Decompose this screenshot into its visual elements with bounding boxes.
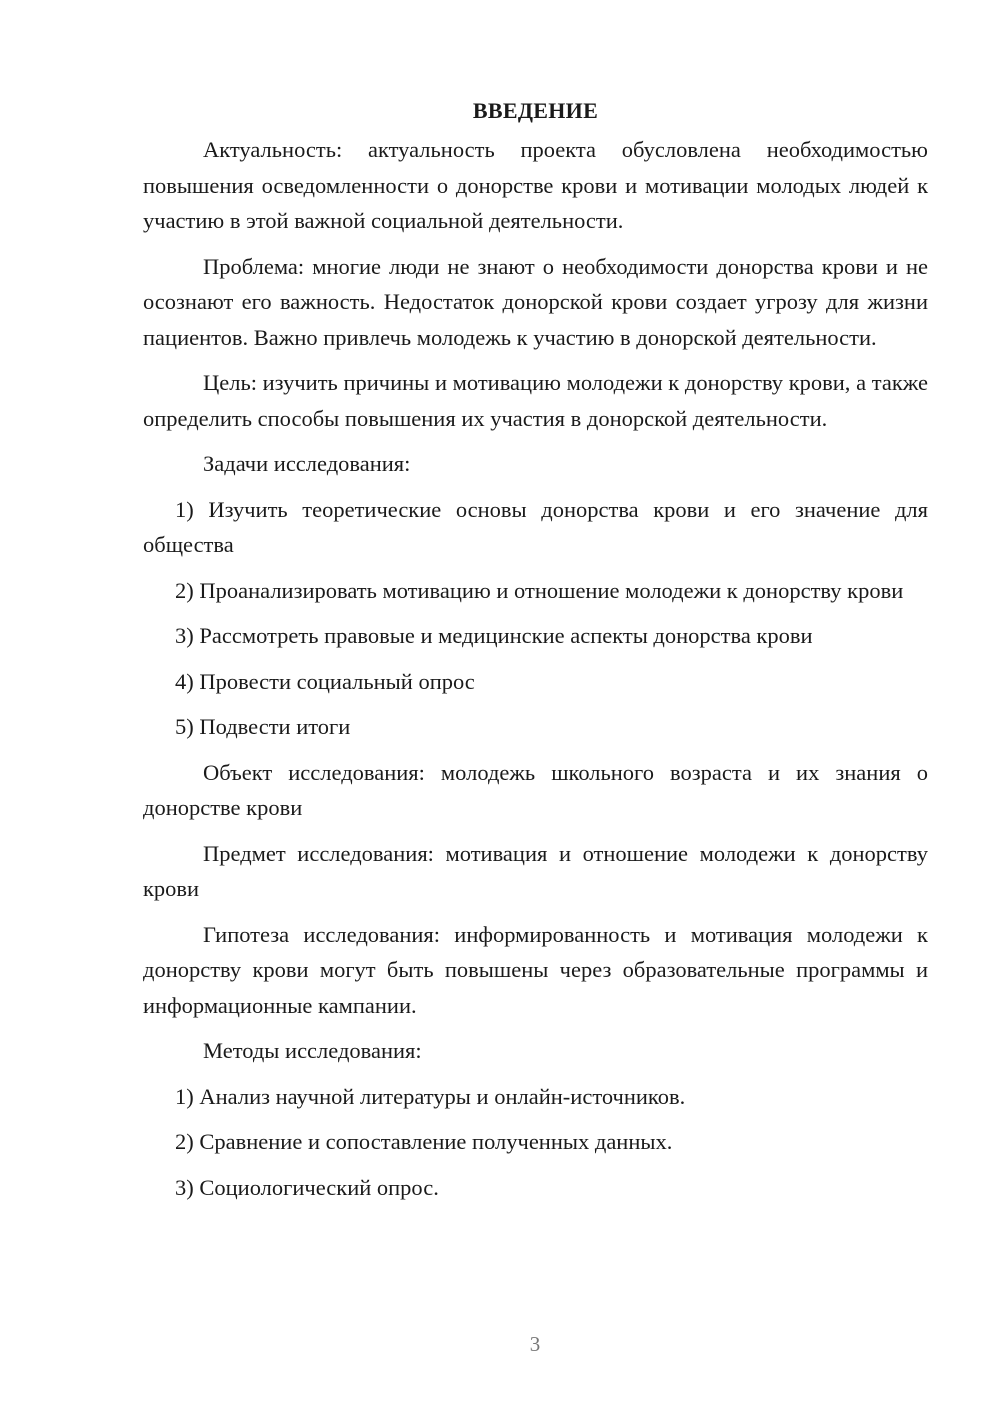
tasks-heading: Задачи исследования: [203, 451, 411, 476]
task-item: 5) Подвести итоги [175, 714, 351, 739]
object-paragraph: Объект исследования: молодежь школьного возраста и их знания о донорстве крови [143, 759, 928, 820]
methods-heading: Методы исследования: [203, 1038, 422, 1063]
document-page [143, 96, 928, 1215]
goal-paragraph: Цель: изучить причины и мотивацию молодежи к донорству крови, а также определить способы повышения их участия в донорской деятельности. [143, 370, 928, 431]
method-item: 2) Сравнение и сопоставление полученных данных. [175, 1129, 673, 1154]
task-item: 3) Рассмотреть правовые и медицинские аспекты донорства крови [175, 623, 813, 648]
method-item: 3) Социологический опрос. [175, 1174, 439, 1200]
method-item: 1) Анализ научной литературы и онлайн-источников. [175, 1083, 686, 1109]
hypothesis-paragraph: Гипотеза исследования: информированность и мотивация молодежи к донорству крови могут быть повышены через образовательные программы и информационные кампании. [143, 921, 928, 1018]
relevance-paragraph: Актуальность: актуальность проекта обусловлена необходимостью повышения осведомленности о донорстве крови и мотивации молодых людей к участию в этой важной социальной деятельности. [143, 137, 928, 233]
section-title: ВВЕДЕНИЕ [472, 98, 599, 123]
problem-paragraph: Проблема: многие люди не знают о необходимости донорства крови и не осознают его важность. Недостаток донорской крови создает угрозу для жизни пациентов. Важно привлечь молодежь к участию в донорской деятельности. [143, 253, 928, 350]
task-item: 1) Изучить теоретические основы донорства крови и его значение для общества [143, 496, 928, 557]
page-number: 3 [529, 1332, 541, 1356]
task-item: 2) Проанализировать мотивацию и отношение молодежи к донорству крови [175, 577, 904, 603]
subject-paragraph: Предмет исследования: мотивация и отношение молодежи к донорству крови [143, 840, 928, 901]
task-item: 4) Провести социальный опрос [175, 668, 475, 694]
